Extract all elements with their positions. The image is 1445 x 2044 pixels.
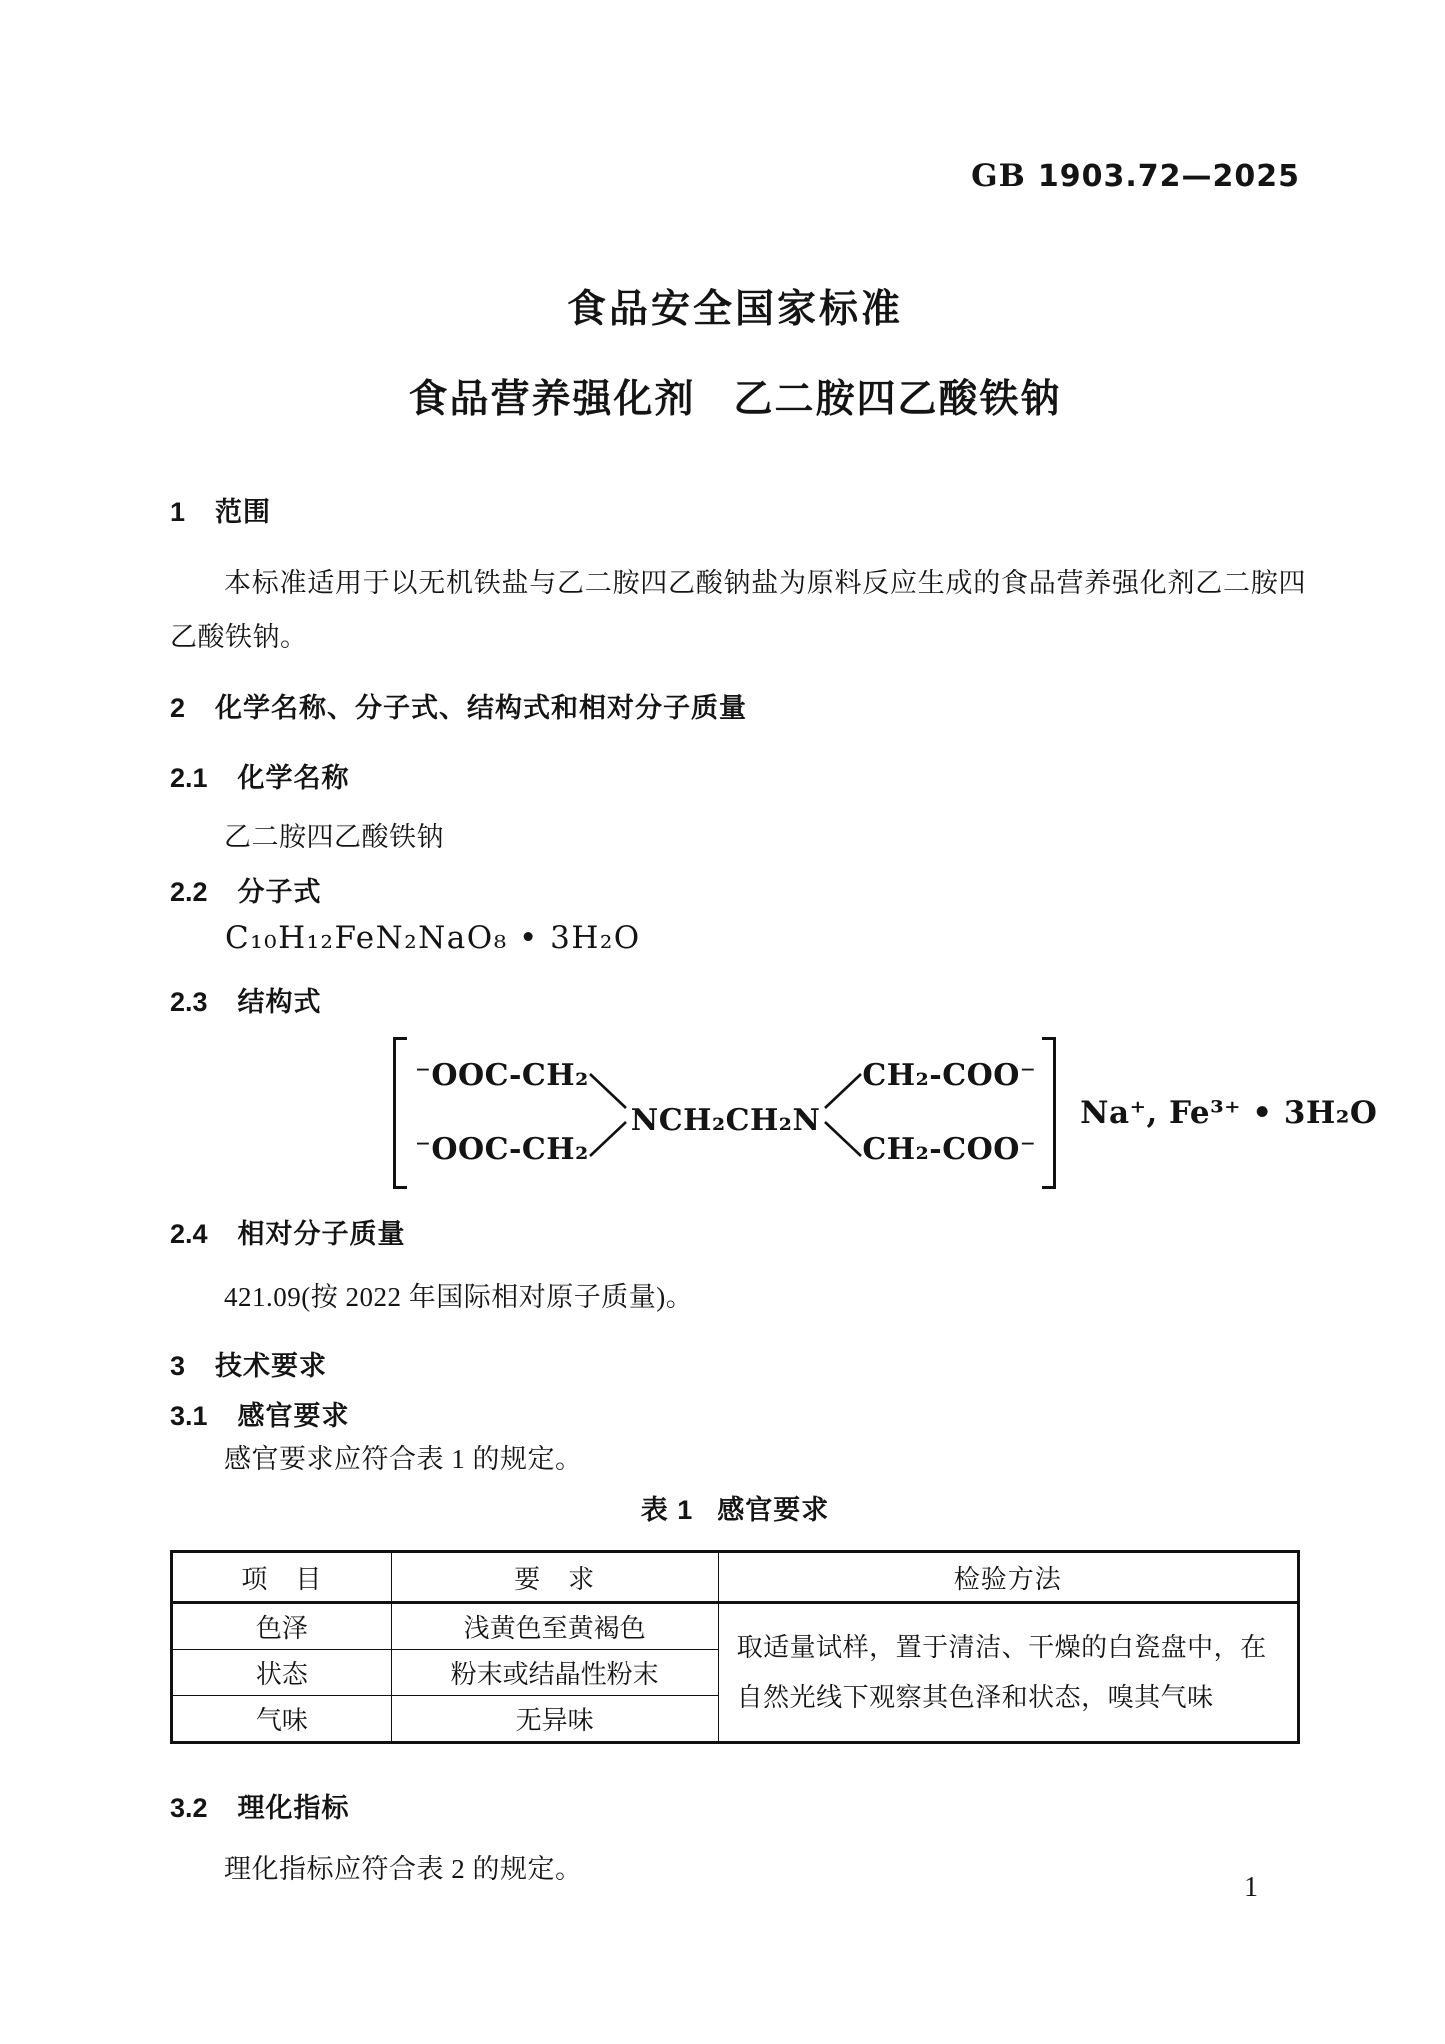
structural-formula — [393, 1036, 1377, 1190]
cell-item: 状态 — [172, 1650, 392, 1696]
section-2-2-number: 2.2 — [170, 877, 208, 907]
doc-code — [170, 158, 1300, 194]
section-2-title: 化学名称、分子式、结构式和相对分子质量 — [215, 693, 748, 723]
section-1-paragraph: 本标准适用于以无机铁盐与乙二胺四乙酸钠盐为原料反应生成的食品营养强化剂乙二胺四乙酸铁钠。 — [170, 568, 1306, 652]
section-2-2-title: 分子式 — [237, 877, 322, 907]
doc-code-number: 1903.72—2025 — [1037, 159, 1300, 194]
section-3-2-title: 理化指标 — [237, 1793, 350, 1823]
molecular-formula: C₁₀H₁₂FeN₂NaO₈ • 3H₂O — [225, 920, 641, 956]
section-1-heading — [170, 490, 1300, 529]
doc-subtitle — [170, 368, 1300, 424]
table-header-row — [172, 1552, 1299, 1603]
section-2-number: 2 — [170, 693, 186, 723]
section-3-1-heading — [170, 1394, 1300, 1433]
section-3-2-heading — [170, 1786, 1300, 1825]
cell-requirement: 无异味 — [391, 1696, 718, 1743]
cell-method: 取适量试样，置于清洁、干燥的白瓷盘中，在自然光线下观察其色泽和状态，嗅其气味 — [718, 1603, 1298, 1743]
sensory-requirement-text: 感官要求应符合表 1 的规定。 — [224, 1444, 583, 1474]
cell-requirement: 浅黄色至黄褐色 — [391, 1603, 718, 1650]
right-chem-group — [862, 1058, 1037, 1167]
table-header-method: 检验方法 — [718, 1552, 1298, 1603]
ion-label: Na⁺, Fe³⁺ • 3H₂O — [1080, 1095, 1378, 1131]
chem-top-right: CH₂-COO⁻ — [862, 1058, 1037, 1093]
section-1-number: 1 — [170, 497, 186, 527]
cell-item: 气味 — [172, 1696, 392, 1743]
left-bracket — [393, 1037, 407, 1189]
table-1-caption — [170, 1488, 1300, 1527]
doc-subtitle-right: 乙二胺四乙酸铁钠 — [733, 378, 1062, 421]
section-2-2-heading — [170, 870, 1300, 909]
section-2-4-number: 2.4 — [170, 1219, 208, 1249]
chem-top-left: ⁻OOC-CH₂ — [415, 1058, 589, 1093]
section-2-3-title: 结构式 — [237, 987, 322, 1017]
chem-bottom-right: CH₂-COO⁻ — [862, 1132, 1037, 1167]
right-bond-lines — [822, 1036, 862, 1190]
chem-center: NCH₂CH₂N — [630, 1102, 821, 1138]
physical-chemical-text: 理化指标应符合表 2 的规定。 — [224, 1854, 583, 1884]
cell-requirement: 粉末或结晶性粉末 — [391, 1650, 718, 1696]
section-3-number: 3 — [170, 1351, 186, 1381]
doc-subtitle-left: 食品营养强化剂 — [408, 378, 696, 421]
section-3-1-title: 感官要求 — [237, 1401, 350, 1431]
left-bond-lines — [589, 1036, 629, 1190]
section-1-title: 范围 — [215, 497, 272, 527]
section-3-title: 技术要求 — [215, 1351, 328, 1381]
molecular-weight-text: 421.09(按 2022 年国际相对原子质量)。 — [224, 1282, 694, 1312]
doc-title: 食品安全国家标准 — [566, 288, 903, 331]
table-row — [172, 1603, 1299, 1650]
table-1-caption-title: 感官要求 — [717, 1495, 830, 1525]
table-1-caption-label: 表 1 — [640, 1495, 694, 1525]
chem-bottom-left: ⁻OOC-CH₂ — [415, 1132, 589, 1167]
table-header-item: 项 目 — [172, 1552, 392, 1603]
section-2-heading — [170, 686, 1300, 725]
sensory-requirements-table — [170, 1550, 1300, 1744]
section-2-1-heading — [170, 756, 1300, 795]
section-2-3-heading — [170, 980, 1300, 1019]
section-2-1-number: 2.1 — [170, 763, 208, 793]
section-3-2-number: 3.2 — [170, 1793, 208, 1823]
chemical-name-text: 乙二胺四乙酸铁钠 — [224, 822, 444, 852]
doc-code-prefix: GB — [971, 158, 1026, 194]
section-3-heading — [170, 1344, 1300, 1383]
section-2-4-title: 相对分子质量 — [237, 1219, 406, 1249]
section-2-1-title: 化学名称 — [237, 763, 350, 793]
section-2-3-number: 2.3 — [170, 987, 208, 1017]
section-3-1-number: 3.1 — [170, 1401, 208, 1431]
cell-item: 色泽 — [255, 1614, 308, 1643]
table-header-requirement: 要 求 — [391, 1552, 718, 1603]
left-chem-group — [415, 1058, 589, 1167]
section-2-4-heading — [170, 1212, 1300, 1251]
page-number: 1 — [1244, 1872, 1258, 1903]
right-bracket — [1042, 1037, 1056, 1189]
